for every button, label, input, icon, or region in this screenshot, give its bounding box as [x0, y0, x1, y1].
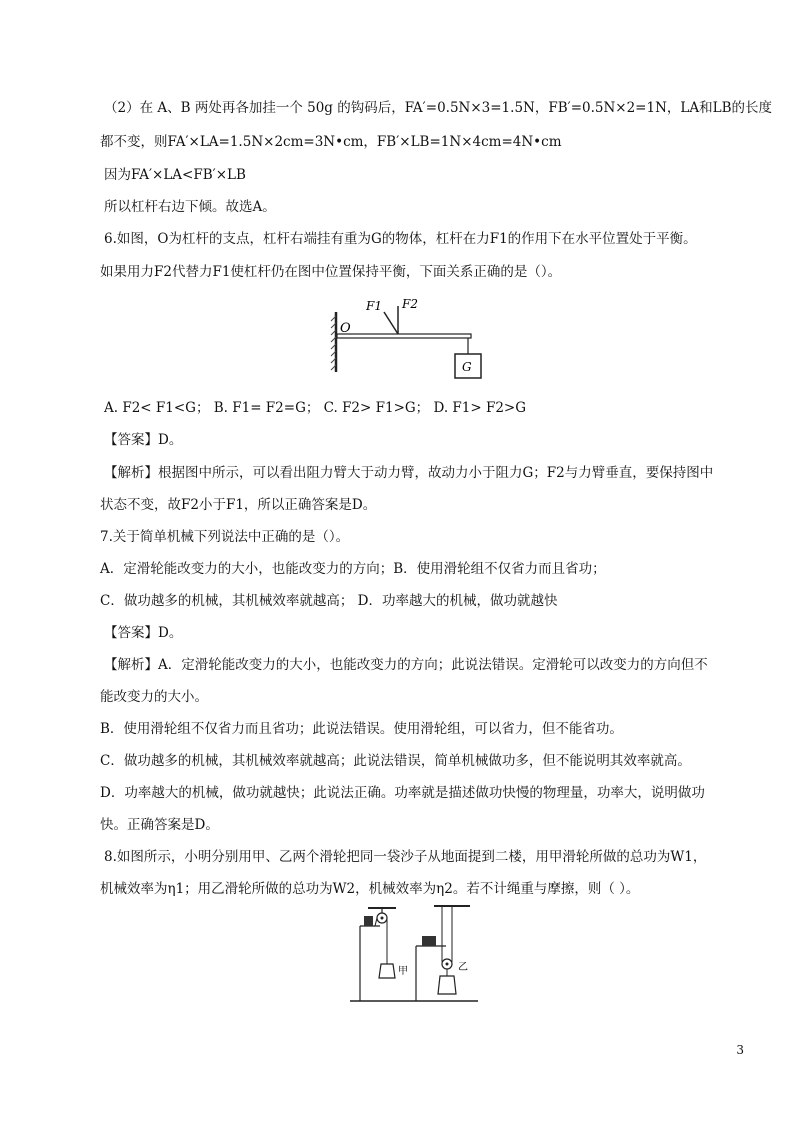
analysis-line: B．使用滑轮组不仅省力而且省功；此说法错误。使用滑轮组，可以省力，但不能省功。	[100, 721, 623, 737]
question-6-line: 如果用力F2代替力F1使杠杆仍在图中位置保持平衡，下面关系正确的是（）。	[100, 264, 562, 280]
label-yi: 乙	[458, 962, 468, 973]
analysis-line: C．做功越多的机械，其机械效率就越高；此说法错误，简单机械做功多，但不能说明其效率就高。	[100, 753, 691, 769]
question-8-line: 机械效率为η1；用乙滑轮所做的总功为W2，机械效率为η2。若不计绳重与摩擦，则（ ）。	[100, 881, 640, 897]
text-line: 都不变，则FA′×LA=1.5N×2cm=3N•cm，FB′×LB=1N×4cm=4N•cm	[100, 134, 562, 150]
analysis-line: 【解析】A．定滑轮能改变力的大小，也能改变力的方向；此说法错误。定滑轮可以改变力的方向但不	[104, 657, 708, 673]
analysis-line: D．功率越大的机械，做功就越快；此说法正确。功率就是描述做功快慢的物理量，功率大，说明做功	[100, 785, 705, 801]
weight-label: G	[462, 360, 472, 374]
pulley-figure	[350, 902, 480, 1004]
text-line: 因为FA′×LA<FB′×LB	[104, 167, 246, 183]
question-7-line: 7.关于简单机械下列说法中正确的是（）。	[100, 529, 350, 545]
text-line: 所以杠杆右边下倾。故选A。	[104, 199, 276, 215]
analysis-line: 快。正确答案是D。	[100, 817, 219, 833]
analysis-line: 状态不变，故F2小于F1，所以正确答案是D。	[100, 497, 377, 513]
question-7-option-line: A．定滑轮能改变力的大小，也能改变力的方向；B．使用滑轮组不仅省力而且省功；	[100, 561, 606, 577]
question-6-line: 6.如图，O为杠杆的支点，杠杆右端挂有重为G的物体，杠杆在力F1的作用下在水平位置处于平衡。	[104, 231, 697, 247]
text-line: （2）在 A、B 两处再各加挂一个 50g 的钩码后，FA′=0.5N×3=1.5N，FB′=0.5N×2=1N，LA和LB的长度	[104, 100, 772, 116]
answer-line: 【答案】D。	[104, 432, 183, 448]
question-7-option-line: C．做功越多的机械，其机械效率就越高； D．功率越大的机械，做功就越快	[100, 593, 558, 609]
answer-line: 【答案】D。	[104, 625, 183, 641]
question-6-options: A. F2< F1<G； B. F1= F2=G； C. F2> F1>G； D. F1> F2>G	[104, 400, 527, 416]
lever-figure	[328, 290, 488, 390]
page-number: 3	[736, 1043, 744, 1057]
label-jia: 甲	[398, 966, 408, 977]
force-f1-label: F1	[366, 299, 382, 313]
force-f2-label: F2	[402, 297, 418, 311]
analysis-line: 【解析】根据图中所示，可以看出阻力臂大于动力臂，故动力小于阻力G；F2与力臂垂直，要保持图中	[104, 465, 714, 481]
analysis-line: 能改变力的大小。	[100, 689, 208, 705]
pivot-label: O	[340, 321, 351, 336]
question-8-line: 8.如图所示，小明分别用甲、乙两个滑轮把同一袋沙子从地面提到二楼，用甲滑轮所做的总功为W1，	[104, 849, 707, 865]
